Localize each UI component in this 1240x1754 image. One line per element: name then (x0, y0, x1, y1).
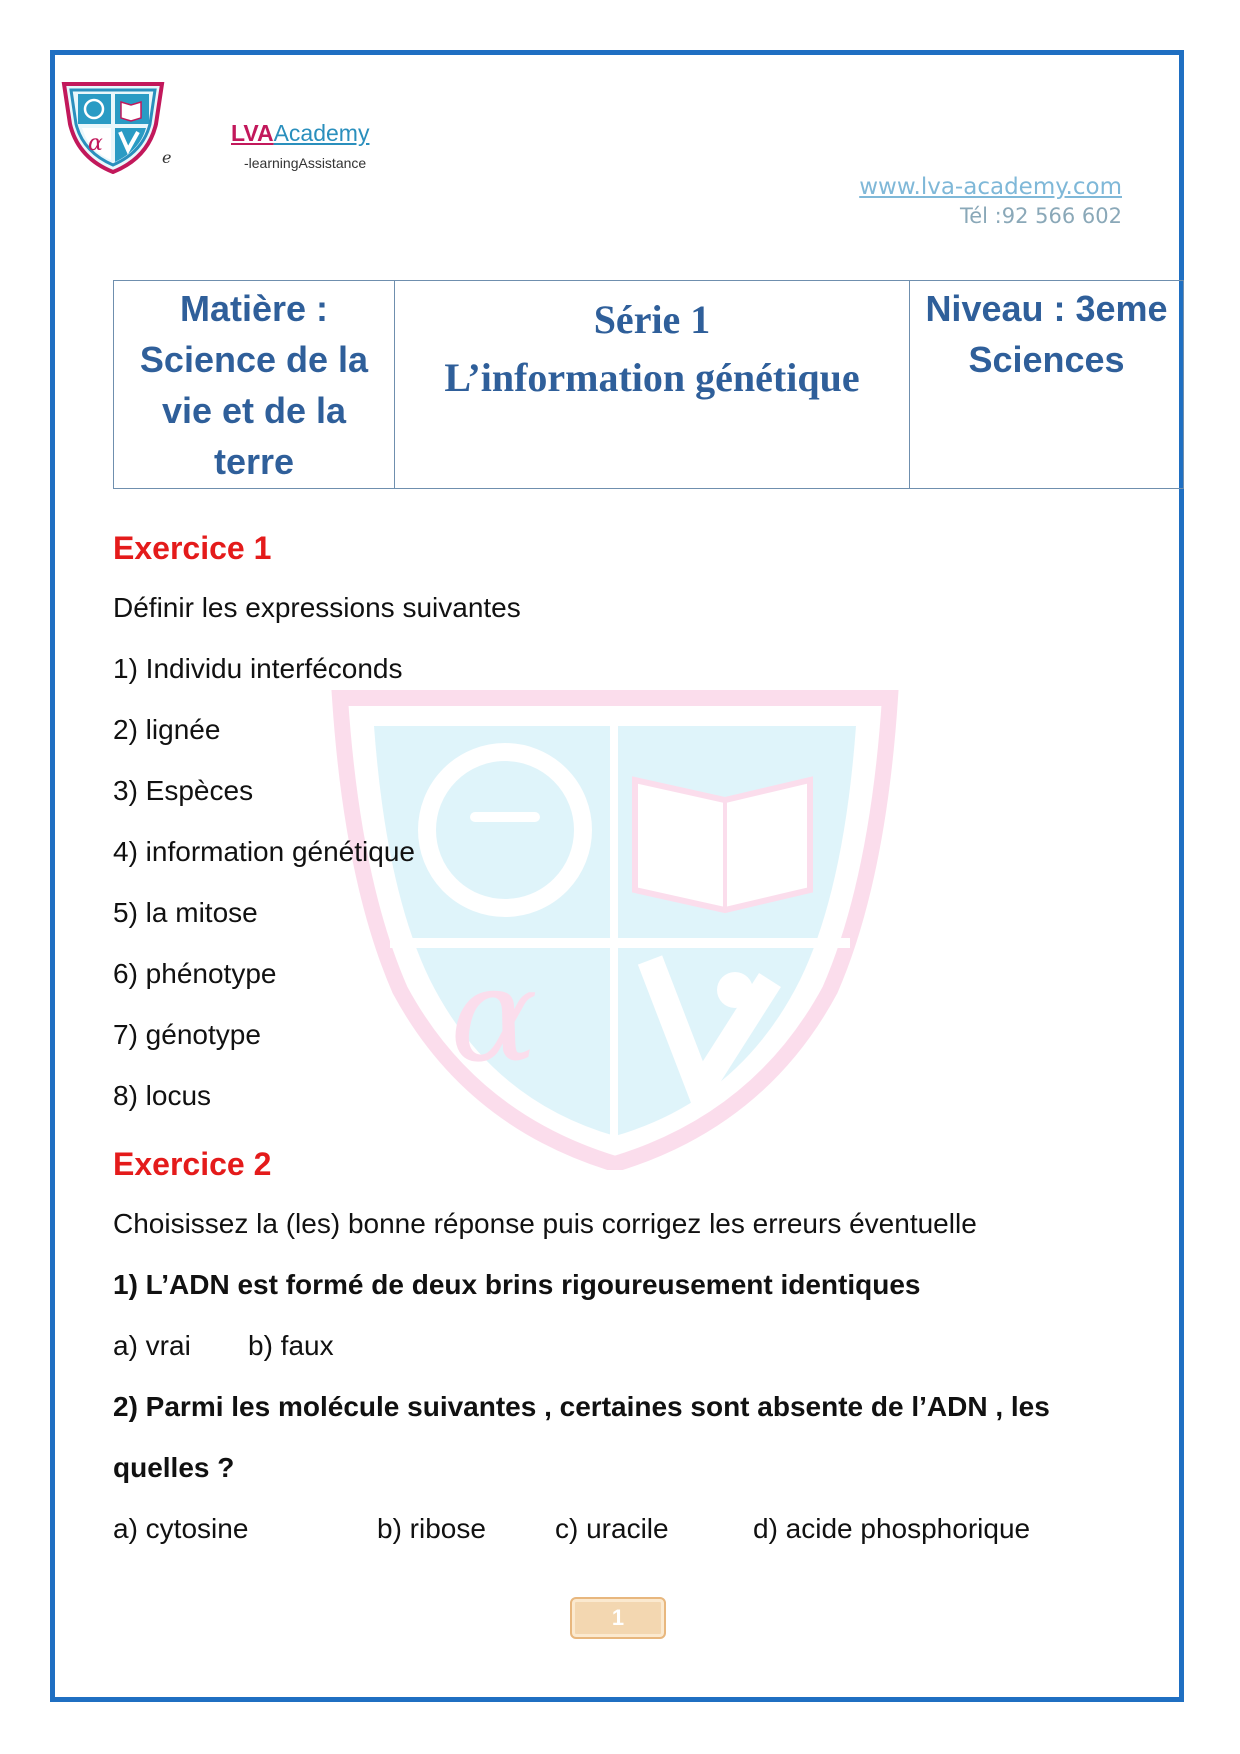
alpha-icon: α (450, 939, 538, 1091)
list-item: 3) Espèces (113, 775, 254, 806)
niveau-line: Sciences (968, 339, 1125, 380)
title-table (113, 280, 1184, 489)
list-item: 7) génotype (113, 1019, 261, 1050)
website-link[interactable]: www.lva-academy.com (859, 174, 1122, 200)
watermark-logo-icon (330, 690, 900, 1170)
exercise1-title: Exercice 1 (113, 530, 272, 566)
brand-name[interactable] (231, 120, 369, 146)
q2-option: c) uracile (555, 1513, 669, 1544)
list-item: 8) locus (113, 1080, 212, 1111)
matiere-line: terre (213, 441, 295, 482)
brand-tagline: -learningAssistance (244, 155, 367, 171)
page-number: 1 (570, 1597, 666, 1639)
matiere-line: vie et de la (161, 390, 347, 431)
list-item: 4) information génétique (113, 836, 415, 867)
question-2-line2: quelles ? (113, 1452, 235, 1483)
q2-option: b) ribose (377, 1513, 486, 1544)
series-title: Série 1 (593, 297, 711, 342)
list-item: 6) phénotype (113, 958, 277, 989)
series-subject: L’information génétique (444, 355, 860, 400)
q2-option: a) cytosine (113, 1513, 249, 1544)
exercise1-instruction: Définir les expressions suivantes (113, 592, 521, 623)
subject-cell (114, 281, 395, 489)
niveau-line: Niveau : 3eme (925, 288, 1168, 329)
series-cell (395, 281, 910, 489)
question-2-line1: 2) Parmi les molécule suivantes , certaines sont absente de l’ADN , les (113, 1391, 1050, 1422)
open-book-icon (635, 780, 810, 910)
exercise2-title: Exercice 2 (113, 1146, 272, 1182)
q2-option: d) acide phosphorique (753, 1513, 1031, 1544)
brand-prefix-letter: e (162, 148, 172, 167)
phone-number: Tél :92 566 602 (959, 204, 1122, 228)
matiere-line: Matière : (179, 288, 329, 329)
exercise2-instruction: Choisissez la (les) bonne réponse puis corrigez les erreurs éventuelle (113, 1208, 977, 1239)
question-1: 1) L’ADN est formé de deux brins rigoureusement identiques (113, 1269, 921, 1300)
matiere-line: Science de la (139, 339, 369, 380)
brand-academy: Academy (273, 120, 370, 146)
svg-text:α: α (88, 131, 103, 156)
brand-lva: LVA (231, 120, 274, 146)
shield-logo-icon (58, 78, 168, 174)
q1-option: a) vrai (113, 1330, 191, 1361)
list-item: 2) lignée (113, 714, 221, 745)
list-item: 1) Individu interféconds (113, 653, 403, 684)
q1-option: b) faux (248, 1330, 334, 1361)
level-cell (910, 281, 1184, 489)
list-item: 5) la mitose (113, 897, 258, 928)
